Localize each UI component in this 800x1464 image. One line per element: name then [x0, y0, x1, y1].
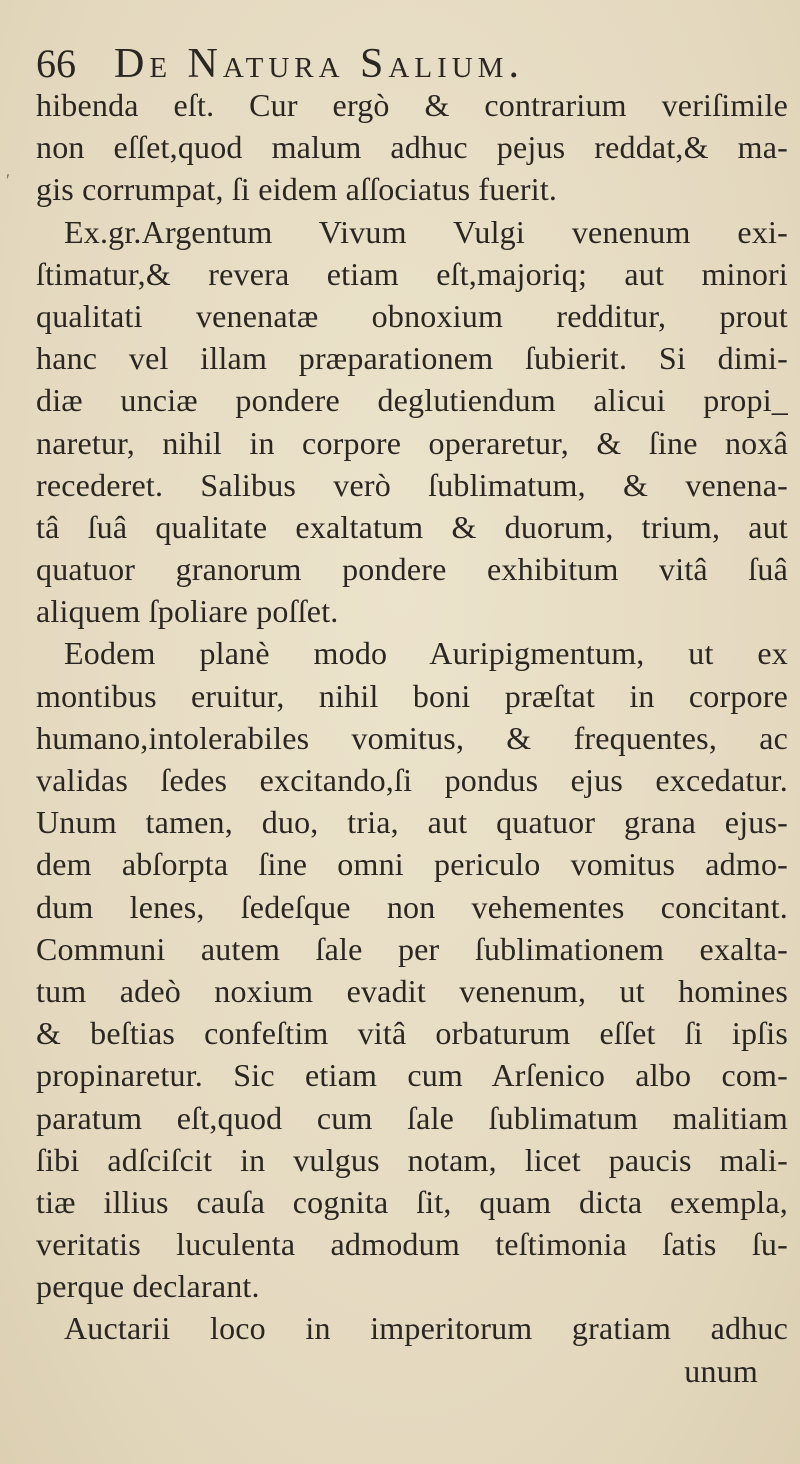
text-line: tum adeò noxium evadit venenum, ut homines — [36, 972, 788, 1009]
text-line: Eodem planè modo Auripigmentum, ut ex — [64, 635, 788, 672]
text-line: quatuor granorum pondere exhibitum vitâ ſuâ — [36, 551, 788, 588]
text-line: tiæ illius cauſa cognita ſit, quam dicta exempla, — [36, 1183, 788, 1220]
text-line: naretur, nihil in corpore operaretur, & ſine noxâ — [36, 424, 788, 461]
text-line: gis corrumpat, ſi eidem aſſociatus fuerit. — [36, 171, 558, 208]
text-line: propinaretur. Sic etiam cum Arſenico albo com- — [36, 1057, 788, 1094]
text-line: & beſtias confeſtim vitâ orbaturum eſſet ſi ipſis — [36, 1015, 788, 1052]
text-line: Communi autem ſale per ſublimationem exalta- — [36, 930, 788, 967]
catchword: unum — [684, 1352, 758, 1389]
margin-mark: ʹ — [6, 170, 10, 190]
page-header — [36, 38, 776, 90]
text-line: montibus eruitur, nihil boni præſtat in corpore — [36, 677, 788, 714]
text-line: hibenda eſt. Cur ergò & contrarium veriſimile — [36, 87, 788, 123]
text-line: perque declarant. — [36, 1268, 260, 1305]
text-line: ſibi adſciſcit in vulgus notam, licet paucis mali- — [36, 1141, 788, 1178]
text-line: diæ unciæ pondere deglutiendum alicui propi_ — [36, 382, 788, 419]
text-line: ſtimatur,& revera etiam eſt,majoriq; aut minori — [36, 255, 788, 292]
text-line: paratum eſt,quod cum ſale ſublimatum malitiam — [36, 1099, 788, 1136]
text-line: hanc vel illam præparationem ſubierit. Si dimi- — [36, 340, 788, 377]
text-line: dum lenes, ſedeſque non vehementes concitant. — [36, 888, 788, 925]
body-text — [36, 84, 788, 1392]
running-title: De Natura Salium. — [114, 41, 524, 87]
text-line: dem abſorpta ſine omni periculo vomitus admo- — [36, 846, 788, 883]
text-line: tâ ſuâ qualitate exaltatum & duorum, trium, aut — [36, 508, 788, 545]
text-line: validas ſedes excitando,ſi pondus ejus excedatur. — [36, 762, 788, 798]
text-line: veritatis luculenta admodum teſtimonia ſatis ſu- — [36, 1226, 788, 1263]
text-line: aliquem ſpoliare poſſet. — [36, 593, 339, 630]
text-line: non eſſet,quod malum adhuc pejus reddat,& ma- — [36, 129, 788, 166]
text-line: Unum tamen, duo, tria, aut quatuor grana ejus- — [36, 804, 788, 841]
text-line: recederet. Salibus verò ſublimatum, & venena- — [36, 466, 788, 503]
text-line: Ex.gr.Argentum Vivum Vulgi venenum exi- — [64, 213, 788, 250]
text-line: Auctarii loco in imperitorum gratiam adhuc — [64, 1310, 788, 1347]
page-number: 66 — [36, 41, 76, 86]
text-line: qualitati venenatæ obnoxium redditur, prout — [36, 297, 788, 334]
text-line: humano,intolerabiles vomitus, & frequentes, ac — [36, 719, 788, 756]
